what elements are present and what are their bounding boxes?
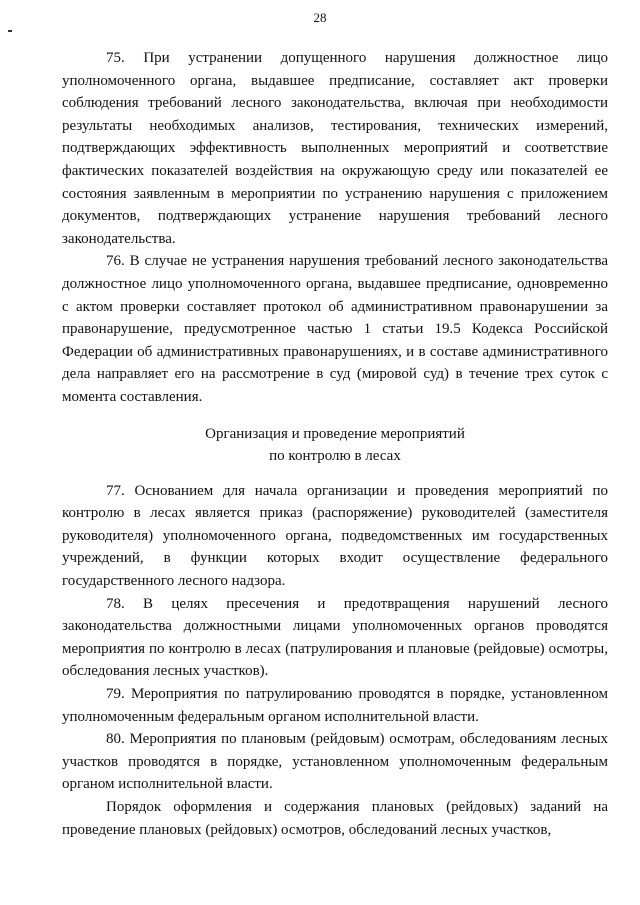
paragraph-78: 78. В целях пресечения и предотвращения нарушений лесного законодательства должностными лицами уполномоченных органов проводятся мероприятия по контролю в лесах (патрулирования и плановые (рейдовые) осмотры, обследования лесных участков). <box>62 595 608 680</box>
paragraph-77: 77. Основанием для начала организации и проведения мероприятий по контролю в лесах является приказ (распоряжение) руководителей (заместителя руководителя) уполномоченного органа, подведомственных им государственных учреждений, в функции которых входит осуществление федерального государственного лесного надзора. <box>62 482 608 590</box>
paragraph-80: 80. Мероприятия по плановым (рейдовым) осмотрам, обследованиям лесных участков проводятся в порядке, установленном уполномоченным федеральным органом исполнительной власти. <box>62 731 608 793</box>
paragraph-75: 75. При устранении допущенного нарушения должностное лицо уполномоченного органа, выдавшее предписание, составляет акт проверки соблюдения требований лесного законодательства, включая при необходимости результаты необходимых анализов, тестирования, технических измерений, подтверждающих эффективность выполненных мероприятий и соответствие фактических показателей воздействия на окружающую среду или показателей ее состояния заявленным в мероприятии по устранению нарушения с приложением документов, подтверждающих устранение нарушения требований лесного законодательства. <box>62 50 608 247</box>
section-heading <box>62 423 608 468</box>
section-heading-line-1: Организация и проведение мероприятий <box>205 425 465 442</box>
paragraph-76: 76. В случае не устранения нарушения требований лесного законодательства должностное лицо уполномоченного органа, выдавшее предписание, одновременно с актом проверки составляет протокол об административном правонарушении за правонарушение, предусмотренное частью 1 статьи 19.5 Кодекса Российской Федерации об административных правонарушениях, и в составе административного дела направляет его на рассмотрение в суд (мировой суд) в течение трех суток с момента составления. <box>62 253 608 405</box>
paragraph-79: 79. Мероприятия по патрулированию проводятся в порядке, установленном уполномоченным федеральным органом исполнительной власти. <box>62 686 608 725</box>
page-number: 28 <box>313 10 327 25</box>
margin-mark <box>8 30 12 32</box>
section-heading-line-2: по контролю в лесах <box>269 448 401 465</box>
paragraph-procedure: Порядок оформления и содержания плановых (рейдовых) заданий на проведение плановых (рейдовых) осмотров, обследований лесных участков, <box>62 799 608 838</box>
document-body <box>62 47 608 841</box>
